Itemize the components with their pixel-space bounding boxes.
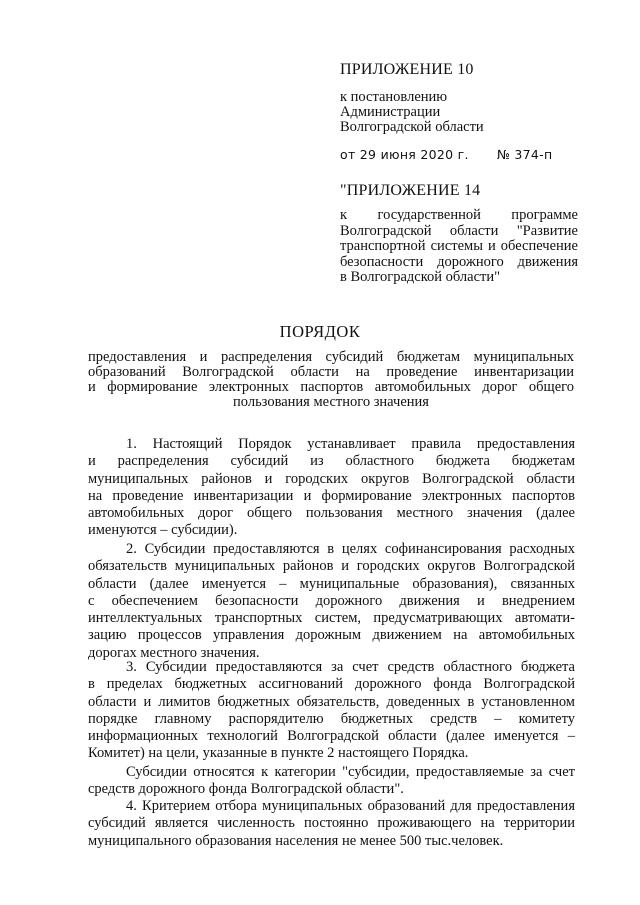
document-subtitle bbox=[88, 350, 574, 410]
resolution-date: от 29 июня 2020 г. bbox=[340, 147, 469, 162]
paragraph-line: субсидий является численность постоянно проживающего на территории bbox=[88, 815, 575, 832]
appendix-14-line: транспортной системы и обеспечение bbox=[340, 238, 578, 254]
paragraph-line: и распределения субсидий из областного бюджета бюджетам bbox=[88, 453, 575, 470]
paragraph-3 bbox=[88, 659, 575, 763]
paragraph-line: именуются – субсидии). bbox=[88, 522, 238, 539]
paragraph-line: 1. Настоящий Порядок устанавливает правила предоставления bbox=[126, 436, 575, 452]
paragraph-line: дорогах местного значения. bbox=[88, 644, 260, 661]
paragraph-line: муниципального образования населения не менее 500 тыс.человек. bbox=[88, 832, 504, 849]
subtitle-line: образований Волгоградской области на проведение инвентаризации bbox=[88, 364, 574, 380]
paragraph-2 bbox=[88, 541, 575, 662]
paragraph-line: с обеспечением безопасности дорожного движения и внедрением bbox=[88, 592, 575, 609]
appendix-14-line: безопасности дорожного движения bbox=[340, 253, 578, 270]
appendix-10-title: ПРИЛОЖЕНИЕ 10 bbox=[340, 61, 474, 78]
appendix-14-title: "ПРИЛОЖЕНИЕ 14 bbox=[340, 182, 481, 199]
appendix-10-line: к постановлению bbox=[340, 89, 448, 105]
paragraph-line: 4. Критерием отбора муниципальных образований для предоставления bbox=[126, 798, 575, 814]
paragraph-3-continued bbox=[88, 764, 575, 799]
paragraph-line: муниципальных районов и городских округов Волгоградской области bbox=[88, 470, 575, 487]
appendix-10-line: Волгоградской области bbox=[340, 119, 484, 135]
appendix-10-reference bbox=[340, 90, 578, 135]
paragraph-line: средств дорожного фонда Волгоградской области". bbox=[88, 781, 404, 798]
resolution-date-number bbox=[340, 147, 578, 162]
paragraph-1 bbox=[88, 436, 575, 540]
appendix-14-reference bbox=[340, 208, 578, 286]
paragraph-line: обязательств муниципальных районов и городских округов Волгоградской bbox=[88, 558, 575, 575]
paragraph-line: Субсидии относятся к категории "субсидии, предоставляемые за счет bbox=[126, 764, 575, 780]
paragraph-line: в пределах бюджетных ассигнований дорожного фонда Волгоградской bbox=[88, 676, 575, 693]
document-title: ПОРЯДОК bbox=[279, 322, 361, 341]
paragraph-line: интеллектуальных транспортных систем, предусматривающих автомати- bbox=[88, 610, 575, 627]
paragraph-line: 2. Субсидии предоставляются в целях софинансирования расходных bbox=[126, 541, 575, 557]
resolution-number: № 374-п bbox=[496, 147, 553, 162]
paragraph-line: 3. Субсидии предоставляются за счет средств областного бюджета bbox=[126, 659, 575, 675]
paragraph-line: зацию процессов управления дорожным движением на автомобильных bbox=[88, 627, 575, 644]
paragraph-line: Комитет) на цели, указанные в пункте 2 настоящего Порядка. bbox=[88, 745, 469, 762]
appendix-14-title-block bbox=[340, 183, 578, 198]
paragraph-line: области и лимитов бюджетных обязательств, доведенных в установленном bbox=[88, 693, 575, 710]
paragraph-line: автомобильных дорог общего пользования местного значения (далее bbox=[88, 505, 575, 522]
paragraph-line: информационных технологий Волгоградской области (далее именуется – bbox=[88, 728, 575, 745]
appendix-14-line: к государственной программе bbox=[340, 207, 578, 223]
appendix-14-line: Волгоградской области "Развитие bbox=[340, 222, 578, 239]
paragraph-line: на проведение инвентаризации и формирование электронных паспортов bbox=[88, 487, 575, 504]
subtitle-line: пользования местного значения bbox=[233, 394, 429, 410]
appendix-14-line: в Волгоградской области" bbox=[340, 269, 501, 285]
paragraph-line: области (далее именуется – муниципальные образования), связанных bbox=[88, 575, 575, 592]
subtitle-line: предоставления и распределения субсидий бюджетам муниципальных bbox=[88, 349, 574, 365]
appendix-10-line: Администрации bbox=[340, 104, 441, 120]
appendix-10-title-block bbox=[340, 62, 578, 77]
paragraph-4 bbox=[88, 798, 575, 850]
subtitle-line: и формирование электронных паспортов автомобильных дорог общего bbox=[88, 379, 574, 395]
paragraph-line: порядке главному распорядителю бюджетных средств – комитету bbox=[88, 710, 575, 727]
